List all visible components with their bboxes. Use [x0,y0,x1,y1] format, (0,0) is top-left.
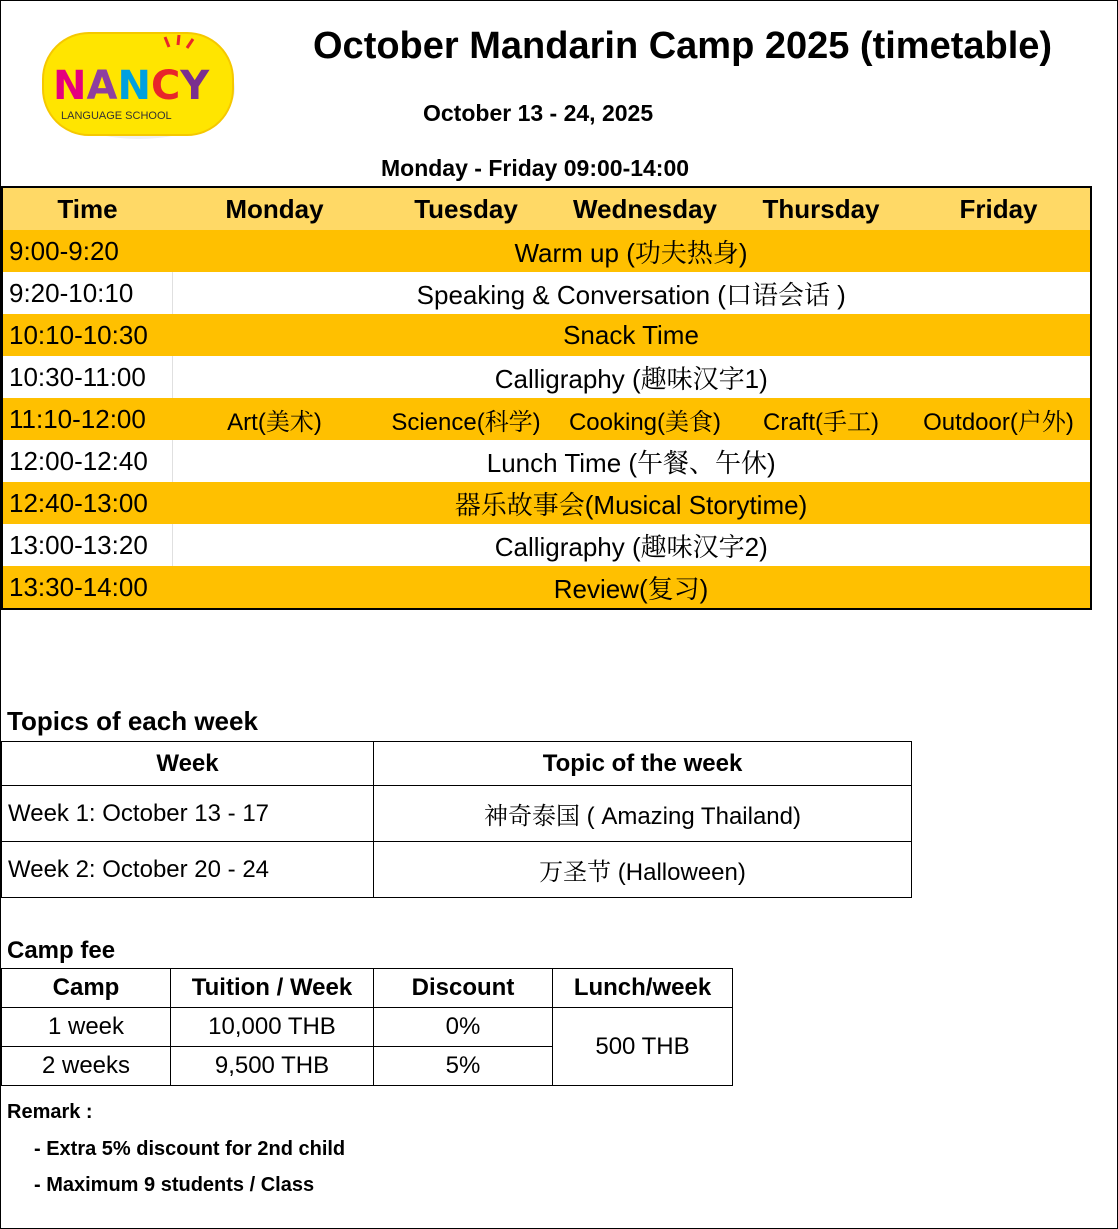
timetable-row [2,314,1091,356]
time-cell: 12:00-12:40 [2,440,172,482]
activity-cell: Review(复习) [172,566,1091,609]
time-cell: 9:20-10:10 [2,272,172,314]
activity-cell: Snack Time [172,314,1091,356]
svg-text:NANCY: NANCY [53,63,210,109]
activity-cell: Warm up (功夫热身) [172,230,1091,272]
activity-cell: Calligraphy (趣味汉字1) [172,356,1091,398]
remark-title: Remark : [7,1101,93,1123]
tuition-cell: 9,500 THB [171,1047,374,1086]
fee-table [1,968,733,1086]
discount-cell: 0% [374,1008,553,1047]
time-cell: 10:10-10:30 [2,314,172,356]
week-cell: Week 2: October 20 - 24 [2,842,374,898]
topic-cell: 神奇泰国 ( Amazing Thailand) [374,786,912,842]
header-camp: Camp [2,969,171,1008]
timetable-row [2,398,1091,440]
camp-cell: 1 week [2,1008,171,1047]
header-lunch: Lunch/week [553,969,733,1008]
time-cell: 9:00-9:20 [2,230,172,272]
remark-item: - Maximum 9 students / Class [34,1174,315,1196]
header-tuesday: Tuesday [377,187,555,230]
friday-activity: Outdoor(户外) [907,398,1091,440]
svg-text:LANGUAGE SCHOOL: LANGUAGE SCHOOL [61,110,172,122]
camp-hours: Monday - Friday 09:00-14:00 [381,155,690,181]
header-friday: Friday [907,187,1091,230]
header-monday: Monday [172,187,377,230]
tuition-cell: 10,000 THB [171,1008,374,1047]
activity-cell: Calligraphy (趣味汉字2) [172,524,1091,566]
remark-item: - Extra 5% discount for 2nd child [34,1138,346,1160]
tuesday-activity: Science(科学) [377,398,555,440]
header-week: Week [2,742,374,786]
timetable-row [2,440,1091,482]
timetable-row [2,566,1091,609]
thursday-activity: Craft(手工) [735,398,907,440]
timetable-row [2,272,1091,314]
discount-cell: 5% [374,1047,553,1086]
nancy-language-school-logo [41,29,235,139]
activity-cell: Lunch Time (午餐、午休) [172,440,1091,482]
time-cell: 13:00-13:20 [2,524,172,566]
page-title: October Mandarin Camp 2025 (timetable) [313,25,1053,67]
time-cell: 11:10-12:00 [2,398,172,440]
camp-dates: October 13 - 24, 2025 [423,100,654,126]
lunch-cell: 500 THB [553,1008,733,1086]
timetable-header-row [2,187,1091,230]
camp-cell: 2 weeks [2,1047,171,1086]
header-discount: Discount [374,969,553,1008]
header-topic: Topic of the week [374,742,912,786]
week-cell: Week 1: October 13 - 17 [2,786,374,842]
header-wednesday: Wednesday [555,187,735,230]
topics-row [2,786,912,842]
monday-activity: Art(美术) [172,398,377,440]
topic-cell: 万圣节 (Halloween) [374,842,912,898]
topics-header-row [2,742,912,786]
topics-row [2,842,912,898]
activity-cell: Speaking & Conversation (口语会话 ) [172,272,1091,314]
fee-header-row [2,969,733,1008]
wednesday-activity: Cooking(美食) [555,398,735,440]
timetable-row [2,482,1091,524]
topics-title: Topics of each week [7,706,258,736]
time-cell: 10:30-11:00 [2,356,172,398]
time-cell: 13:30-14:00 [2,566,172,609]
topics-table [1,741,912,898]
timetable [1,186,1092,610]
time-cell: 12:40-13:00 [2,482,172,524]
timetable-row [2,230,1091,272]
fee-row [2,1008,733,1047]
fee-title: Camp fee [7,937,116,964]
header-time: Time [2,187,172,230]
activity-cell: 器乐故事会(Musical Storytime) [172,482,1091,524]
header-tuition: Tuition / Week [171,969,374,1008]
timetable-row [2,524,1091,566]
timetable-row [2,356,1091,398]
header-thursday: Thursday [735,187,907,230]
